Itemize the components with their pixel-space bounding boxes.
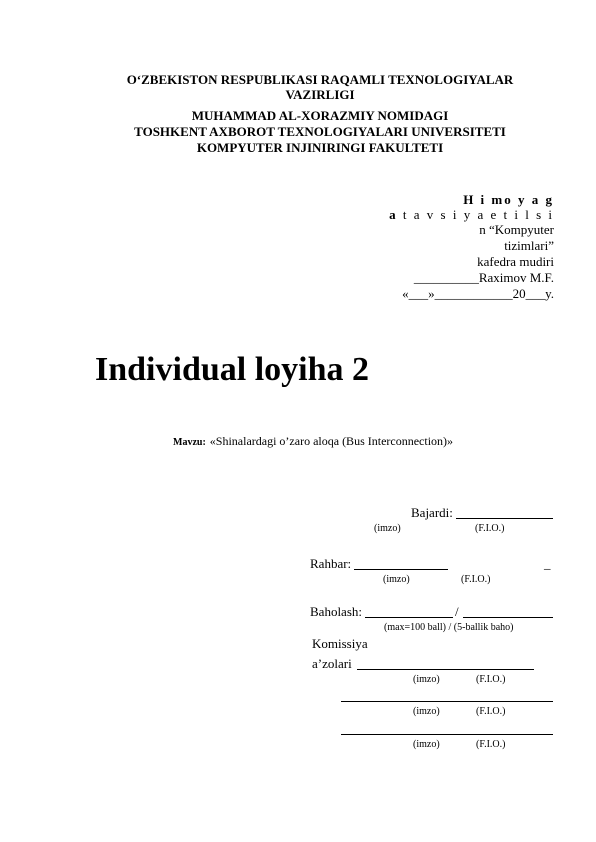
supervisor-label: Rahbar: <box>310 556 352 571</box>
topic-text: «Shinalardagi o’zaro aloqa (Bus Interconnection)» <box>209 434 454 448</box>
approval-line-2-rest: t a v s i y a e t i l s i <box>397 207 554 222</box>
performer-label: Bajardi: <box>411 505 453 520</box>
page-title: Individual loyiha 2 <box>95 351 370 388</box>
commission-2-fio-caption: (F.I.O.) <box>476 706 506 717</box>
grading-slash: / <box>455 604 459 619</box>
commission-signature-line-1 <box>357 669 534 670</box>
commission-3-fio-caption: (F.I.O.) <box>476 739 506 750</box>
commission-2-imzo-caption: (imzo) <box>413 706 440 717</box>
supervisor-fio-caption: (F.I.O.) <box>461 574 491 585</box>
grading-score-line <box>365 617 453 618</box>
approval-head-signature: __________Raximov M.F. <box>413 270 554 285</box>
approval-date: «___»____________20___y. <box>402 286 554 301</box>
approval-line-2-bold: a <box>389 207 398 222</box>
topic-label: Mavzu: <box>173 437 206 448</box>
commission-1-imzo-caption: (imzo) <box>413 674 440 685</box>
commission-label-line-1: Komissiya <box>312 636 368 651</box>
university-name-line-1: MUHAMMAD AL-XORAZMIY NOMIDAGI <box>191 108 449 123</box>
ministry-line: O‘ZBEKISTON RESPUBLIKASI RAQAMLI TEXNOLOGIYALAR <box>126 72 514 87</box>
grading-caption: (max=100 ball) / (5-ballik baho) <box>384 622 514 633</box>
grading-label: Baholash: <box>310 604 362 619</box>
commission-label-line-2: a’zolari <box>312 656 352 671</box>
approval-line-5: kafedra mudiri <box>477 254 554 269</box>
ministry-line-2: VAZIRLIGI <box>285 87 355 102</box>
university-name-line-2: TOSHKENT AXBOROT TEXNOLOGIYALARI UNIVERSITETI <box>134 124 506 139</box>
supervisor-dash: _ <box>544 556 551 571</box>
commission-signature-line-2 <box>341 701 553 702</box>
commission-signature-line-3 <box>341 734 553 735</box>
faculty-name: KOMPYUTER INJINIRINGI FAKULTETI <box>196 140 444 155</box>
commission-3-imzo-caption: (imzo) <box>413 739 440 750</box>
approval-line-4: tizimlari” <box>504 238 554 253</box>
approval-line-3: n “Kompyuter <box>479 222 554 237</box>
commission-1-fio-caption: (F.I.O.) <box>476 674 506 685</box>
topic-line <box>173 432 453 450</box>
supervisor-imzo-caption: (imzo) <box>383 574 410 585</box>
grading-grade-line <box>463 617 553 618</box>
approval-line-2 <box>389 207 554 222</box>
performer-signature-line <box>456 518 553 519</box>
performer-imzo-caption: (imzo) <box>374 523 401 534</box>
approval-line-1: H i mo y a g <box>463 192 554 207</box>
performer-fio-caption: (F.I.O.) <box>475 523 505 534</box>
supervisor-signature-line <box>354 569 448 570</box>
